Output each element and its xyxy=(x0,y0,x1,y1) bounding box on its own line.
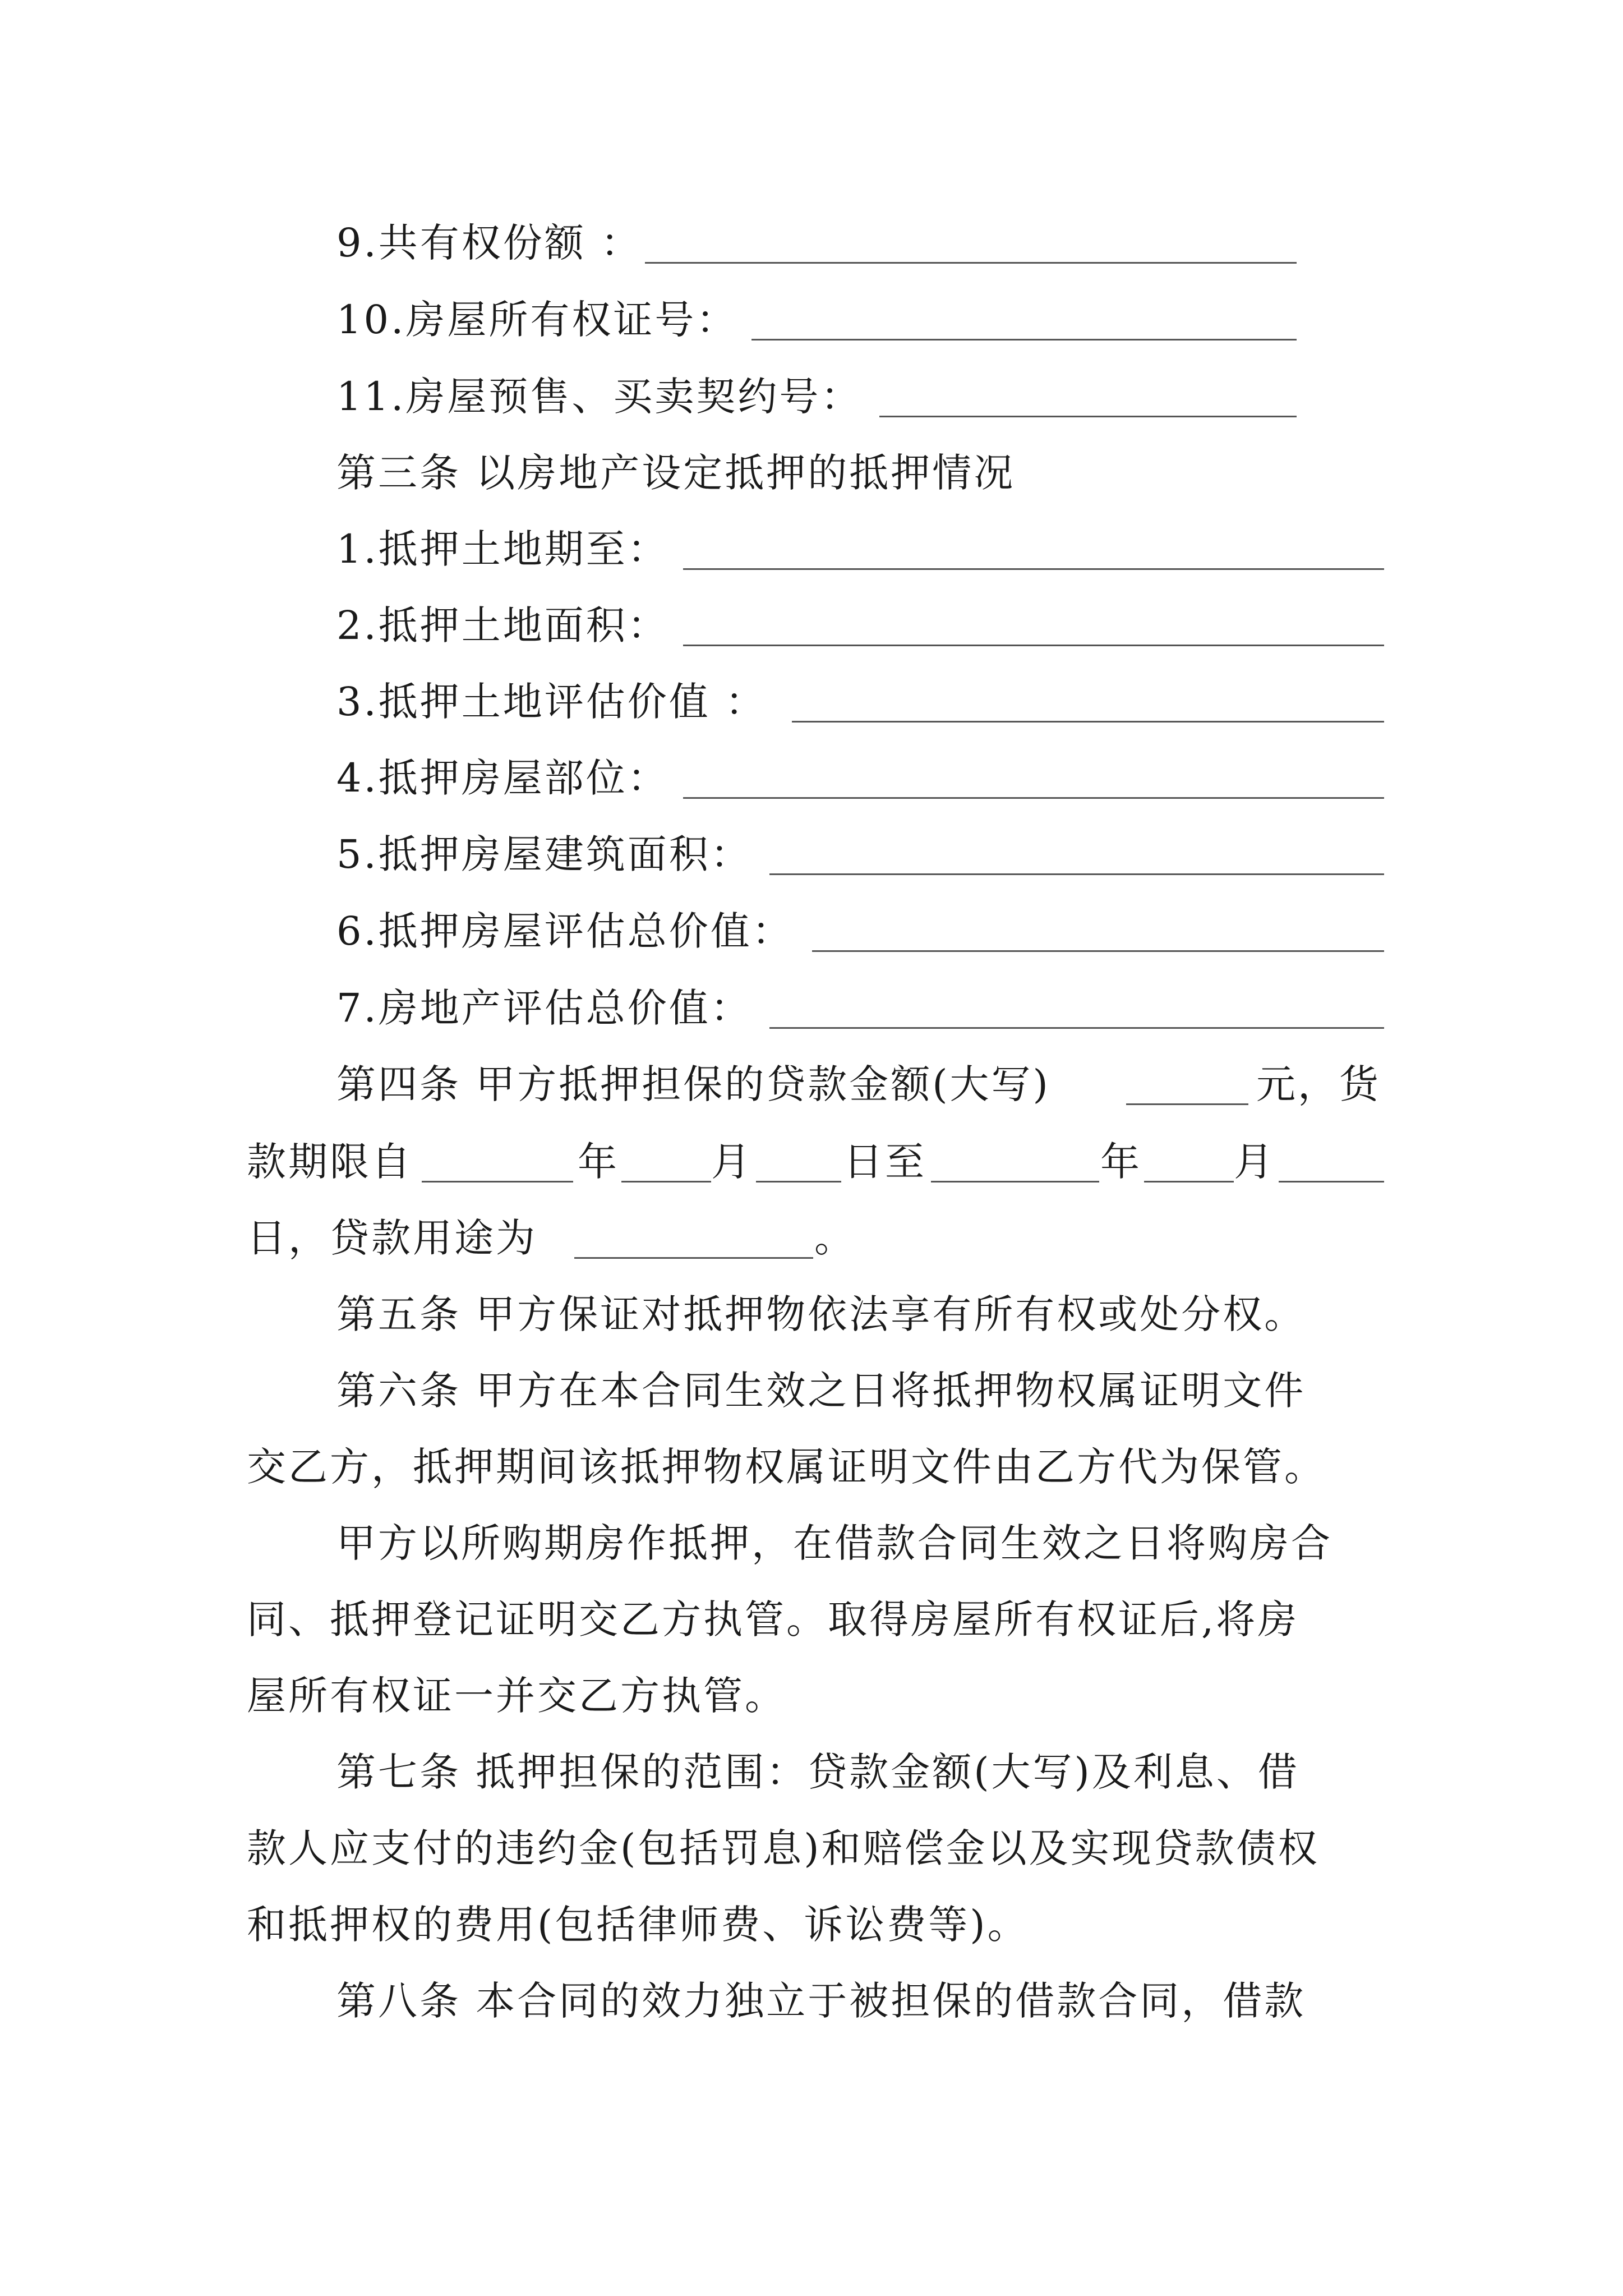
mortgage-item-3-blank[interactable] xyxy=(792,721,1384,723)
article-4-text-a: 第四条 甲方抵押担保的贷款金额(大写) xyxy=(336,1061,1050,1107)
article-7-line-1: 第七条 抵押担保的范围：贷款金额(大写)及利息、借 xyxy=(336,1749,1299,1795)
article-6-line-1: 第六条 甲方在本合同生效之日将抵押物权属证明文件 xyxy=(336,1368,1306,1414)
end-year-label: 年 xyxy=(1100,1139,1142,1185)
mortgage-item-6-label: 6.抵押房屋评估总价值： xyxy=(336,908,794,954)
article-3-heading: 第三条 以房地产设定抵押的抵押情况 xyxy=(336,450,1016,496)
mortgage-item-5-blank[interactable] xyxy=(769,873,1384,875)
end-day-blank[interactable] xyxy=(1279,1181,1384,1182)
article-8-line-1: 第八条 本合同的效力独立于被担保的借款合同，借款 xyxy=(336,1978,1306,2024)
loan-purpose-blank[interactable] xyxy=(574,1257,813,1259)
item-9-blank[interactable] xyxy=(645,262,1297,264)
mortgage-item-5-label: 5.抵押房屋建筑面积： xyxy=(336,831,752,877)
mortgage-item-2-label: 2.抵押土地面积： xyxy=(336,602,669,648)
article-5: 第五条 甲方保证对抵押物依法享有所有权或处分权。 xyxy=(336,1291,1306,1337)
article-4-line-1 xyxy=(336,1061,1050,1107)
start-month-blank[interactable] xyxy=(621,1181,711,1182)
article-6-line-2: 交乙方，抵押期间该抵押物权属证明文件由乙方代为保管。 xyxy=(247,1444,1326,1490)
end-month-blank[interactable] xyxy=(1144,1181,1234,1182)
item-11-label: 11.房屋预售、买卖契约号： xyxy=(336,374,863,420)
purchase-para-line-2: 同、抵押登记证明交乙方执管。取得房屋所有权证后,将房 xyxy=(247,1596,1299,1642)
mortgage-item-1-blank[interactable] xyxy=(683,568,1384,570)
mortgage-item-7-blank[interactable] xyxy=(769,1027,1384,1029)
mortgage-item-6-blank[interactable] xyxy=(812,950,1384,952)
purchase-para-line-1: 甲方以所购期房作抵押，在借款合同生效之日将购房合 xyxy=(336,1520,1332,1566)
mortgage-item-1-label: 1.抵押土地期至： xyxy=(336,526,669,572)
end-year-blank[interactable] xyxy=(931,1181,1099,1182)
mortgage-item-3-label: 3.抵押土地评估价值 ： xyxy=(336,679,767,725)
article-4-line-2-start: 款期限自 xyxy=(247,1139,413,1185)
item-9-label: 9.共有权份额 ： xyxy=(336,220,643,266)
item-10-label: 10.房屋所有权证号： xyxy=(336,297,738,343)
mortgage-item-4-blank[interactable] xyxy=(683,797,1384,799)
item-10-blank[interactable] xyxy=(751,339,1297,341)
mortgage-item-2-blank[interactable] xyxy=(683,645,1384,646)
start-year-blank[interactable] xyxy=(422,1181,573,1182)
end-month-label: 月 xyxy=(1234,1139,1275,1185)
start-day-label: 日至 xyxy=(843,1139,926,1185)
start-day-blank[interactable] xyxy=(756,1181,841,1182)
article-7-line-3: 和抵押权的费用(包括律师费、诉讼费等)。 xyxy=(247,1902,1029,1948)
item-11-blank[interactable] xyxy=(879,416,1297,417)
start-month-label: 月 xyxy=(711,1139,753,1185)
article-7-line-2: 款人应支付的违约金(包括罚息)和赔偿金以及实现贷款债权 xyxy=(247,1825,1320,1871)
start-year-label: 年 xyxy=(578,1139,619,1185)
mortgage-item-7-label: 7.房地产评估总价值： xyxy=(336,985,752,1031)
article-4-line-3-start: 日，贷款用途为 xyxy=(247,1215,537,1261)
loan-amount-blank[interactable] xyxy=(1126,1103,1248,1105)
purchase-para-line-3: 屋所有权证一并交乙方执管。 xyxy=(247,1673,786,1719)
article-4-line-1-end: 元，货 xyxy=(1256,1061,1381,1107)
mortgage-item-4-label: 4.抵押房屋部位： xyxy=(336,755,669,801)
article-4-line-3-end: 。 xyxy=(814,1215,856,1261)
